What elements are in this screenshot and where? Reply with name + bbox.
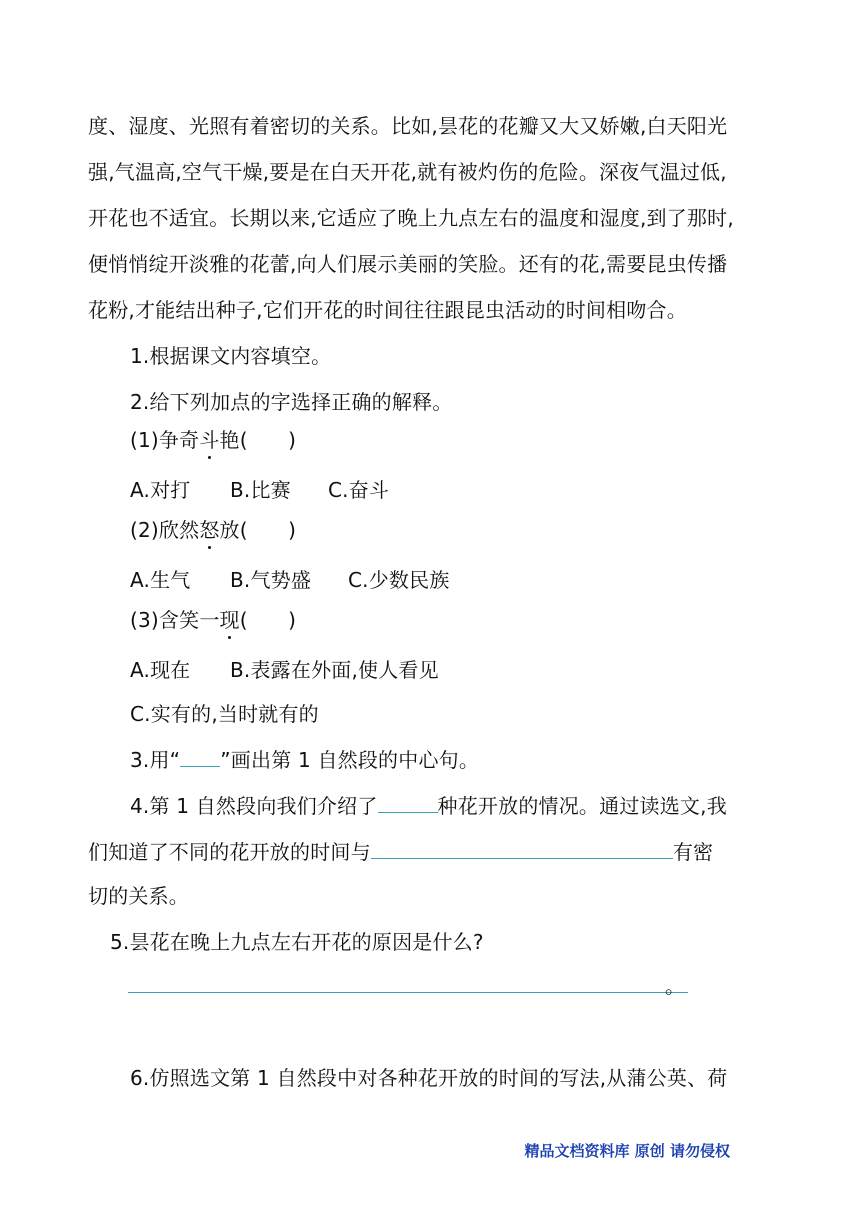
- question-text: 们知道了不同的花开放的时间与: [88, 840, 371, 864]
- question-text: 3.用“: [130, 748, 181, 772]
- item-text: 放( ): [219, 518, 297, 542]
- option-c[interactable]: C.实有的,当时就有的: [130, 702, 319, 726]
- question-3: [130, 746, 479, 774]
- question-4-line-1: [130, 792, 727, 820]
- option-a[interactable]: A.现在: [130, 658, 191, 682]
- question-text: 种花开放的情况。通过读选文,我: [437, 794, 727, 818]
- answer-blank[interactable]: [378, 794, 438, 813]
- answer-period: 。: [665, 974, 685, 998]
- options-row: [130, 566, 450, 594]
- question-5: 5.昙花在晚上九点左右开花的原因是什么?: [110, 930, 484, 954]
- question-text: 4.第 1 自然段向我们介绍了: [130, 794, 378, 818]
- item-text: 艳( ): [219, 428, 297, 452]
- answer-blank[interactable]: [371, 840, 673, 859]
- question-2-item-3: [130, 606, 296, 634]
- item-text: (1)争奇: [130, 428, 200, 452]
- option-c[interactable]: C.少数民族: [348, 568, 450, 592]
- option-b[interactable]: B.气势盛: [230, 568, 312, 592]
- options-row: [130, 476, 389, 504]
- item-text: (3)含笑一: [130, 608, 220, 632]
- dotted-char: 斗: [199, 428, 220, 452]
- passage-line: 花粉,才能结出种子,它们开花的时间往往跟昆虫活动的时间相吻合。: [88, 298, 687, 322]
- question-2-item-1: [130, 426, 296, 454]
- question-1: 1.根据课文内容填空。: [130, 344, 332, 368]
- option-a[interactable]: A.生气: [130, 568, 191, 592]
- question-2-title: 2.给下列加点的字选择正确的解释。: [130, 390, 453, 414]
- question-4-line-2: [88, 838, 713, 866]
- dotted-char: 现: [219, 608, 240, 632]
- option-b[interactable]: B.比赛: [230, 478, 291, 502]
- underline-sample: [180, 748, 220, 767]
- item-text: ( ): [239, 608, 297, 632]
- option-c[interactable]: C.奋斗: [328, 478, 390, 502]
- passage-line: 度、湿度、光照有着密切的关系。比如,昙花的花瓣又大又娇嫩,白天阳光: [88, 114, 728, 138]
- question-6: 6.仿照选文第 1 自然段中对各种花开放的时间的写法,从蒲公英、荷: [130, 1066, 728, 1090]
- question-4-line-3: 切的关系。: [88, 884, 189, 908]
- passage-line: 强,气温高,空气干燥,要是在白天开花,就有被灼伤的危险。深夜气温过低,: [88, 160, 727, 184]
- answer-line[interactable]: [128, 992, 688, 993]
- passage-line: 便悄悄绽开淡雅的花蕾,向人们展示美丽的笑脸。还有的花,需要昆虫传播: [88, 252, 728, 276]
- question-text: 有密: [672, 840, 714, 864]
- footer-watermark: 精品文档资料库 原创 请勿侵权: [524, 1142, 730, 1160]
- question-text: ”画出第 1 自然段的中心句。: [220, 748, 480, 772]
- option-b[interactable]: B.表露在外面,使人看见: [230, 658, 439, 682]
- dotted-char: 怒: [199, 518, 220, 542]
- options-row: [130, 656, 439, 684]
- item-text: (2)欣然: [130, 518, 200, 542]
- option-a[interactable]: A.对打: [130, 478, 191, 502]
- passage-line: 开花也不适宜。长期以来,它适应了晚上九点左右的温度和湿度,到了那时,: [88, 206, 734, 230]
- question-2-item-2: [130, 516, 296, 544]
